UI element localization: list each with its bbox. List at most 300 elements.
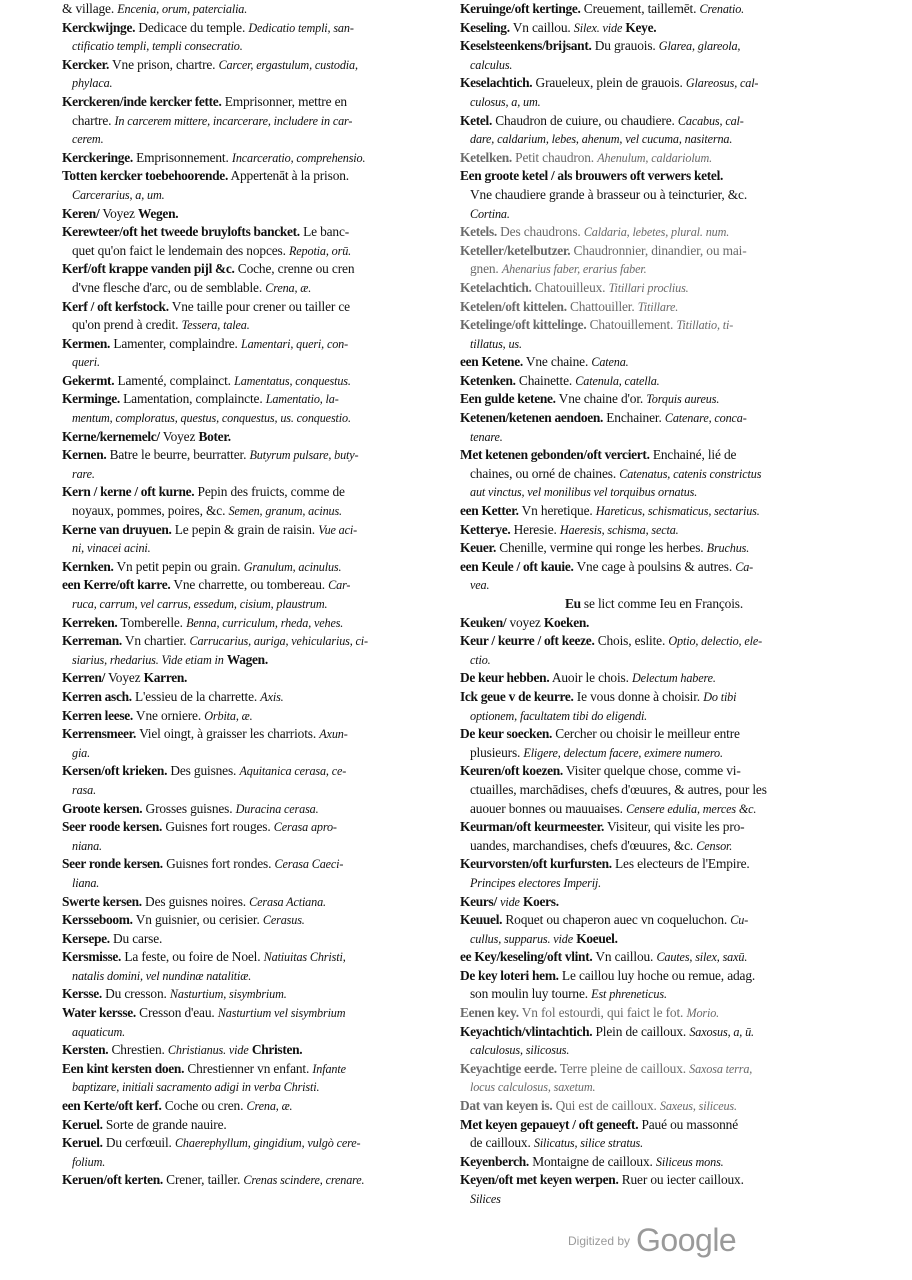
dictionary-line (62, 744, 452, 763)
french-gloss: Chainette. (518, 372, 573, 388)
latin-gloss: Orbita, æ. (204, 708, 253, 723)
dictionary-line (62, 483, 452, 502)
dictionary-line (460, 967, 848, 986)
french-gloss: Crener, tailler. (166, 1172, 241, 1188)
latin-gloss: Morio. (686, 1006, 720, 1021)
french-gloss: La feste, ou foire de Noel. (124, 949, 261, 965)
french-gloss: se lict comme Ieu en François. (583, 596, 744, 611)
dictionary-line (460, 651, 848, 670)
latin-gloss: Natiuitas Christi, (263, 950, 346, 965)
headword: Ick geue v de keurre. (460, 688, 574, 704)
dictionary-line (62, 74, 452, 93)
dictionary-line (62, 298, 452, 317)
headword: Keuken/ (460, 614, 507, 630)
headword: Met keyen gepaueyt / oft geneeft. (460, 1116, 639, 1132)
dictionary-line (62, 781, 452, 800)
dictionary-line (62, 149, 452, 168)
french-gloss: Pepin des fruicts, comme de (197, 484, 345, 500)
headword: Kerminge. (62, 391, 120, 407)
french-gloss: Batre le beurre, beurratter. (109, 447, 247, 463)
latin-gloss: Saxeus, siliceus. (659, 1099, 737, 1114)
french-gloss: Lamenter, complaindre. (113, 335, 238, 351)
latin-gloss: vea. (470, 578, 490, 593)
headword: Kernken. (62, 558, 114, 574)
french-gloss: Creuement, taillemēt. (583, 1, 697, 16)
latin-gloss: Haeresis, schisma, secta. (559, 522, 679, 537)
dictionary-line (460, 930, 848, 949)
french-gloss: Du carse. (113, 930, 163, 946)
french-gloss: Chatouillement. (589, 317, 674, 333)
dictionary-line (460, 893, 848, 912)
french-gloss: & village. (62, 1, 115, 16)
latin-gloss: Caldaria, lebetes, plural. num. (583, 225, 730, 240)
headword: Keyen/oft met keyen werpen. (460, 1172, 619, 1188)
french-gloss: Du grauois. (594, 38, 656, 54)
dictionary-line (460, 688, 848, 707)
french-gloss: Vne taille pour crener ou tailler ce (171, 298, 350, 314)
latin-gloss: Titillari proclius. (608, 280, 689, 295)
dictionary-line (62, 56, 452, 75)
dictionary-line (460, 632, 848, 651)
dictionary-line (62, 130, 452, 149)
latin-gloss: cerem. (72, 132, 104, 147)
latin-gloss: rasa. (72, 782, 96, 797)
dictionary-line (62, 1041, 452, 1060)
french-gloss: son moulin luy tourne. (470, 986, 588, 1002)
latin-gloss: locus calculosus, saxetum. (470, 1080, 596, 1095)
french-gloss: gnen. (470, 261, 499, 277)
french-gloss: Chaudronnier, dinandier, ou mai- (573, 242, 747, 258)
latin-gloss: liana. (72, 875, 100, 890)
dictionary-line (460, 465, 848, 484)
latin-gloss: ctio. (470, 652, 491, 667)
dictionary-line (62, 1134, 452, 1153)
cross-reference: Koers. (523, 893, 559, 909)
latin-gloss: tenare. (470, 429, 503, 444)
french-gloss: Auoir le chois. (551, 670, 629, 686)
latin-gloss: Catena. (591, 355, 629, 370)
dictionary-line (460, 762, 848, 781)
dictionary-line (62, 985, 452, 1004)
cross-reference: Wegen. (138, 205, 179, 221)
dictionary-line (62, 762, 452, 781)
headword: Kerewteer/oft het tweede bruylofts bancket. (62, 224, 300, 240)
dictionary-line (62, 93, 452, 112)
headword: De key loteri hem. (460, 967, 559, 983)
dictionary-line (62, 1023, 452, 1042)
latin-gloss: Cerasa apro- (273, 820, 337, 835)
latin-gloss: Saxosus, a, ū. (689, 1024, 754, 1039)
digitized-label: Digitized by (568, 1234, 631, 1248)
left-column (62, 0, 452, 1190)
headword: Ketelken. (460, 149, 512, 165)
french-gloss: Montaigne de cailloux. (532, 1153, 653, 1169)
french-gloss: Terre pleine de cailloux. (559, 1060, 686, 1076)
french-gloss: Emprisonner, mettre en (224, 93, 347, 109)
latin-gloss: Silices (470, 1192, 501, 1206)
dictionary-line (62, 558, 452, 577)
dictionary-line (460, 855, 848, 874)
latin-gloss: ctificatio templi, templi consecratio. (72, 39, 243, 54)
cross-reference: Keye. (625, 19, 657, 35)
dictionary-line (62, 502, 452, 521)
latin-gloss: Ahenulum, caldariolum. (597, 150, 713, 165)
latin-gloss: Hareticus, schismaticus, sectarius. (595, 504, 760, 519)
headword: Kersten. (62, 1042, 109, 1058)
french-gloss: qu'on prend à credit. (72, 317, 179, 333)
headword: Kerren asch. (62, 688, 132, 704)
dictionary-line (460, 483, 848, 502)
latin-gloss: Carrucarius, auriga, vehicularius, ci- (189, 634, 368, 649)
french-gloss: Enchainer. (606, 410, 662, 426)
dictionary-line (460, 390, 848, 409)
headword: Kermen. (62, 335, 111, 351)
headword: Keuren/oft koezen. (460, 763, 563, 779)
latin-gloss: Lamentatus, conquestus. (234, 373, 351, 388)
dictionary-line (460, 353, 848, 372)
french-gloss: Voyez (107, 670, 141, 686)
headword: Ketenen/ketenen aendoen. (460, 410, 604, 426)
headword: Kerrensmeer. (62, 726, 137, 742)
french-gloss: voyez (509, 614, 541, 630)
dictionary-line (460, 985, 848, 1004)
headword: Ketelinge/oft kittelinge. (460, 317, 587, 333)
dictionary-line (62, 316, 452, 335)
headword: De keur hebben. (460, 670, 550, 686)
dictionary-line (62, 911, 452, 930)
latin-gloss: Cerasa Actiana. (249, 894, 326, 909)
dictionary-line (460, 1060, 848, 1079)
dictionary-line (62, 651, 452, 670)
dictionary-line (62, 205, 452, 224)
dictionary-line (62, 707, 452, 726)
latin-gloss: phylaca. (72, 76, 113, 91)
french-gloss: Plein de cailloux. (595, 1023, 687, 1039)
headword: Keruinge/oft kertinge. (460, 1, 581, 16)
headword: Swerte kersen. (62, 893, 142, 909)
latin-gloss: Carcerarius, a, um. (72, 187, 165, 202)
latin-gloss: Catenare, conca- (664, 411, 747, 426)
dictionary-line (460, 1004, 848, 1023)
latin-gloss: Benna, curriculum, rheda, vehes. (186, 615, 344, 630)
french-gloss: Vn guisnier, ou cerisier. (135, 912, 260, 928)
french-gloss: Viel oingt, à graisser les charriots. (139, 726, 317, 742)
dictionary-line (62, 409, 452, 428)
dictionary-line (460, 19, 848, 38)
latin-gloss: Glareosus, cal- (685, 76, 759, 91)
headword: Keselsteenkens/brijsant. (460, 38, 592, 54)
headword: ee Key/keseling/oft vlint. (460, 949, 593, 965)
dictionary-line (62, 967, 452, 986)
dictionary-line (460, 0, 848, 19)
dictionary-line (460, 335, 848, 354)
headword: Kerreken. (62, 614, 118, 630)
dictionary-line (62, 669, 452, 688)
french-gloss: d'vne flesche d'arc, ou de semblable. (72, 279, 263, 295)
french-gloss: Vn chartier. (124, 633, 187, 649)
latin-gloss: natalis domini, vel nundinæ natalitiæ. (72, 968, 252, 983)
latin-gloss: Ahenarius faber, erarius faber. (501, 262, 647, 277)
latin-gloss: Cacabus, cal- (677, 113, 744, 128)
dictionary-line (62, 688, 452, 707)
french-gloss: Vne chaine d'or. (558, 391, 644, 407)
dictionary-line (62, 539, 452, 558)
headword: Ketenken. (460, 372, 516, 388)
dictionary-line (62, 800, 452, 819)
dictionary-line (62, 837, 452, 856)
dictionary-line (460, 781, 848, 800)
french-gloss: Les electeurs de l'Empire. (615, 856, 750, 872)
headword: Water kersse. (62, 1005, 136, 1021)
dictionary-line (460, 279, 848, 298)
dictionary-line (460, 298, 848, 317)
latin-gloss: culosus, a, um. (470, 94, 541, 109)
dictionary-line (460, 1041, 848, 1060)
headword: een Kerte/oft kerf. (62, 1098, 162, 1114)
latin-gloss: Cautes, silex, saxū. (656, 950, 748, 965)
latin-gloss: Silicatus, silice stratus. (533, 1136, 644, 1151)
headword: Keseling. (460, 19, 510, 35)
french-gloss: Chrestien. (111, 1042, 165, 1058)
french-gloss: Vn caillou. (512, 19, 571, 35)
dictionary-line (62, 818, 452, 837)
latin-gloss: queri. (72, 355, 100, 370)
french-gloss: Chenille, vermine qui ronge les herbes. (499, 540, 704, 556)
latin-gloss: Catenula, catella. (575, 373, 660, 388)
dictionary-line (460, 725, 848, 744)
dictionary-line (62, 521, 452, 540)
french-gloss: uandes, marchandises, chefs d'œuures, &c. (470, 837, 694, 853)
latin-gloss: Ca- (735, 559, 754, 574)
dictionary-line (62, 446, 452, 465)
french-gloss: Graueleux, plein de grauois. (535, 75, 683, 91)
dictionary-line (460, 707, 848, 726)
cross-reference: Karren. (143, 670, 188, 686)
dictionary-line (62, 632, 452, 651)
dictionary-line (62, 948, 452, 967)
latin-gloss: Cerasus. (262, 913, 305, 928)
google-wordmark: Google (636, 1222, 737, 1258)
dictionary-line (62, 1171, 452, 1190)
headword: Keyachtich/vlintachtich. (460, 1023, 593, 1039)
dictionary-line (460, 205, 848, 224)
dictionary-line (460, 260, 848, 279)
latin-gloss: Repotia, orū. (289, 243, 352, 258)
dictionary-line (460, 1153, 848, 1172)
dictionary-line (62, 279, 452, 298)
french-gloss: plusieurs. (470, 744, 521, 760)
dictionary-line (460, 744, 848, 763)
french-gloss: Grosses guisnes. (145, 800, 233, 816)
dictionary-line (460, 1171, 848, 1190)
latin-gloss: Siliceus mons. (655, 1154, 724, 1169)
headword: Ketelachtich. (460, 279, 532, 295)
cross-reference: Christen. (251, 1042, 303, 1058)
latin-gloss: baptizare, initiali sacramento adigi in verba Christi. (72, 1080, 320, 1095)
dictionary-line (62, 1004, 452, 1023)
french-gloss: Visiteur, qui visite les pro- (607, 819, 745, 835)
latin-gloss: Dedicatio templi, san- (248, 20, 354, 35)
french-gloss: Vne charrette, ou tombereau. (173, 577, 325, 593)
dictionary-line (460, 539, 848, 558)
french-gloss: Coche, crenne ou cren (237, 261, 355, 277)
latin-gloss: Chaerephyllum, gingidium, vulgò cere- (174, 1136, 361, 1151)
french-gloss: Paué ou massonné (641, 1116, 738, 1132)
french-gloss: Du cerfœuil. (105, 1135, 172, 1151)
dictionary-line (62, 725, 452, 744)
latin-gloss: Axun- (319, 727, 348, 742)
headword: Een gulde ketene. (460, 391, 556, 407)
headword: Keur / keurre / oft keeze. (460, 633, 595, 649)
french-gloss: Enchainé, lié de (652, 447, 737, 463)
latin-gloss: dare, caldarium, lebes, ahenum, vel cucuma, nasiterna. (470, 132, 733, 147)
latin-gloss: Cerasa Caeci- (274, 857, 344, 872)
dictionary-line (62, 930, 452, 949)
headword: De keur soecken. (460, 726, 553, 742)
headword: Kerreman. (62, 633, 122, 649)
headword: Een kint kersten doen. (62, 1060, 185, 1076)
headword: Keyachtige eerde. (460, 1060, 557, 1076)
latin-gloss: ni, vinacei acini. (72, 541, 151, 556)
dictionary-line (62, 186, 452, 205)
headword: Ketels. (460, 224, 497, 240)
headword: Kerren/ (62, 670, 106, 686)
dictionary-line (460, 316, 848, 335)
latin-gloss: Lamentatio, la- (265, 392, 339, 407)
latin-gloss: Titillatio, ti- (676, 318, 734, 333)
french-gloss: Emprisonnement. (136, 149, 229, 165)
french-gloss: Dedicace du temple. (138, 19, 246, 35)
latin-gloss: Crena, æ. (265, 280, 312, 295)
french-gloss: Des guisnes noires. (145, 893, 246, 909)
headword: Kerckwijnge. (62, 19, 136, 35)
french-gloss: Le pepin & grain de raisin. (174, 521, 315, 537)
latin-gloss: Crena, æ. (246, 1099, 293, 1114)
french-gloss: Guisnes fort rouges. (165, 819, 271, 835)
headword: Kersmisse. (62, 949, 122, 965)
dictionary-line (460, 223, 848, 242)
headword: Dat van keyen is. (460, 1098, 553, 1114)
french-gloss: ctuailles, marchādises, chefs d'œuures, & autres, pour les (470, 781, 767, 797)
french-gloss: Guisnes fort rondes. (166, 856, 272, 872)
dictionary-line (62, 37, 452, 56)
latin-gloss: Cu- (730, 913, 749, 928)
latin-gloss: ruca, carrum, vel carrus, essedum, cisium, plaustrum. (72, 597, 328, 611)
french-gloss: Vn petit pepin ou grain. (116, 558, 241, 574)
dictionary-line (62, 595, 452, 614)
headword: een Keule / oft kauie. (460, 558, 574, 574)
headword: Met ketenen gebonden/oft verciert. (460, 447, 650, 463)
headword: Seer roode kersen. (62, 819, 163, 835)
dictionary-line (62, 112, 452, 131)
headword: Ketelen/oft kittelen. (460, 298, 567, 314)
french-gloss: Lamenté, complainct. (117, 372, 231, 388)
latin-gloss: calculosus, silicosus. (470, 1043, 570, 1058)
dictionary-line (460, 1116, 848, 1135)
headword: Kerckeringe. (62, 149, 133, 165)
french-gloss: Vne prison, chartre. (112, 56, 216, 72)
french-gloss: Qui est de cailloux. (555, 1098, 657, 1114)
headword: Keselachtich. (460, 75, 533, 91)
dictionary-line (62, 335, 452, 354)
dictionary-line (460, 428, 848, 447)
latin-gloss: folium. (72, 1154, 106, 1169)
french-gloss: Ruer ou iecter cailloux. (621, 1172, 744, 1188)
french-gloss: Chois, eslite. (597, 633, 666, 649)
headword: Kersse. (62, 986, 102, 1002)
headword: Keurs/ (460, 893, 497, 909)
headword: Totten kercker toebehoorende. (62, 168, 228, 184)
latin-gloss: mentum, comploratus, questus, conquestus, us. conquestio. (72, 411, 351, 426)
french-gloss: Cercher ou choisir le meilleur entre (555, 726, 740, 742)
dictionary-line (460, 1023, 848, 1042)
dictionary-line (460, 446, 848, 465)
dictionary-line (62, 1116, 452, 1135)
dictionary-line (62, 19, 452, 38)
dictionary-line (62, 1153, 452, 1172)
dictionary-line (62, 0, 452, 19)
latin-gloss: Eligere, delectum facere, eximere numero. (523, 745, 723, 760)
headword: Keuer. (460, 540, 497, 556)
headword: Eenen key. (460, 1005, 519, 1021)
latin-gloss: optionem, facultatem tibi do eligendi. (470, 708, 648, 723)
headword: Keruen/oft kerten. (62, 1172, 163, 1188)
french-gloss: Voyez (102, 205, 135, 221)
headword: Kersen/oft krieken. (62, 763, 168, 779)
dictionary-line (460, 911, 848, 930)
french-gloss: Chattouiller. (569, 298, 635, 314)
latin-gloss: Nasturtium, sisymbrium. (169, 987, 287, 1002)
headword: Kerne/kernemelc/ (62, 428, 160, 444)
dictionary-line (62, 465, 452, 484)
dictionary-line (460, 669, 848, 688)
digitized-by-google-watermark (568, 1222, 736, 1259)
dictionary-line (460, 112, 848, 131)
latin-gloss: Christianus. vide (167, 1043, 249, 1058)
headword: een Kerre/oft karre. (62, 577, 171, 593)
latin-gloss: Glarea, glareola, (658, 39, 741, 54)
headword: Keruel. (62, 1116, 103, 1132)
dictionary-line (62, 242, 452, 261)
dictionary-line (460, 576, 848, 595)
french-gloss: Chrestienner vn enfant. (187, 1060, 310, 1076)
dictionary-line (460, 800, 848, 819)
dictionary-line (460, 595, 848, 614)
headword: Kerf / oft kerfstock. (62, 298, 169, 314)
dictionary-line (460, 818, 848, 837)
dictionary-line (62, 353, 452, 372)
latin-gloss: Car- (328, 578, 351, 593)
latin-gloss: Est phreneticus. (591, 987, 667, 1002)
french-gloss: Visiter quelque chose, comme vi- (565, 763, 741, 779)
dictionary-line (460, 56, 848, 75)
latin-gloss: Silex. vide (573, 20, 623, 35)
headword: Groote kersen. (62, 800, 143, 816)
dictionary-line (460, 167, 848, 186)
headword: Keyenberch. (460, 1153, 529, 1169)
dictionary-line (62, 428, 452, 447)
french-gloss: Des chaudrons. (500, 224, 581, 240)
french-gloss: Heresie. (513, 521, 557, 537)
french-gloss: quet qu'on faict le lendemain des nopces. (72, 242, 286, 258)
latin-gloss: niana. (72, 838, 102, 853)
right-column (460, 0, 848, 1209)
headword: Kerf/oft krappe vanden pijl &c. (62, 261, 235, 277)
dictionary-line (460, 837, 848, 856)
dictionary-line (62, 223, 452, 242)
dictionary-line (460, 502, 848, 521)
headword: Kernen. (62, 447, 107, 463)
